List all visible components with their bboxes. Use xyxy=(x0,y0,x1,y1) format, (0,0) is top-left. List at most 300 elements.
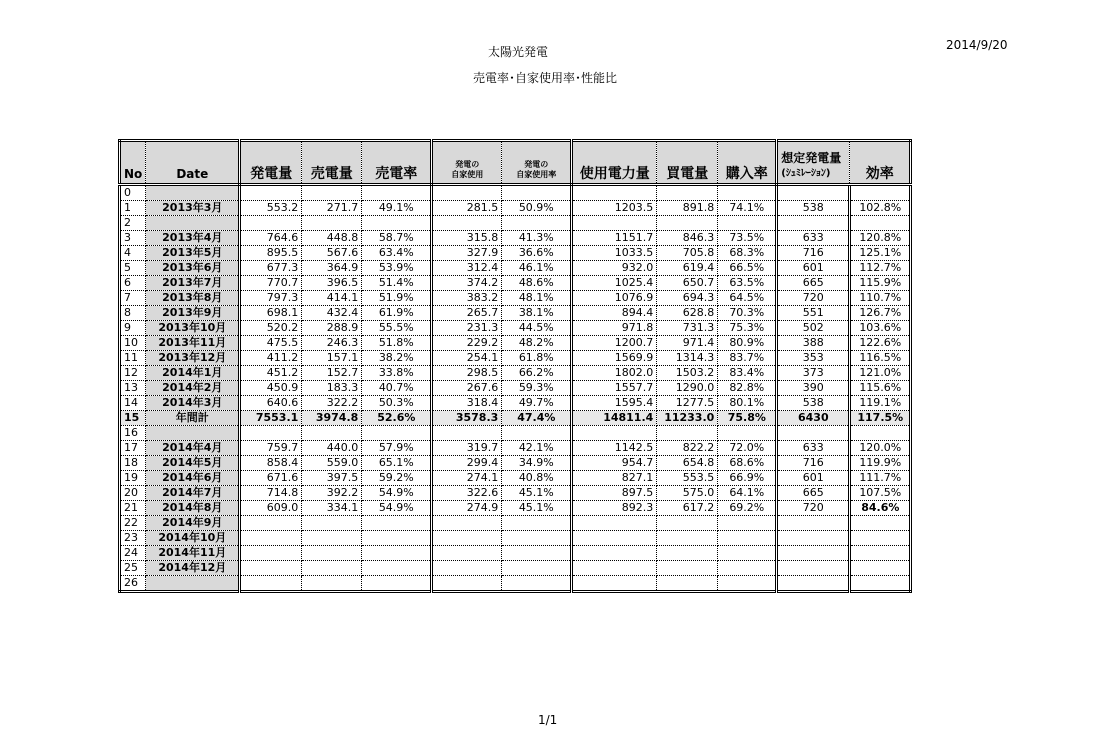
cell-cons xyxy=(572,516,657,531)
header-expected-line2: (ｼｭﾐﾚｰｼｮﾝ) xyxy=(781,168,831,179)
cell-bought: 575.0 xyxy=(657,486,718,501)
cell-sold xyxy=(302,576,362,592)
cell-sell-rate: 53.9% xyxy=(362,261,432,276)
cell-expected: 665 xyxy=(777,486,850,501)
cell-eff: 102.8% xyxy=(850,201,911,216)
cell-sell-rate: 58.7% xyxy=(362,231,432,246)
cell-expected: 353 xyxy=(777,351,850,366)
cell-cons: 1802.0 xyxy=(572,366,657,381)
cell-self-use: 315.8 xyxy=(432,231,502,246)
cell-buy-rate: 63.5% xyxy=(718,276,777,291)
cell-date: 2013年12月 xyxy=(146,351,240,366)
cell-buy-rate: 83.4% xyxy=(718,366,777,381)
cell-self-rate: 38.1% xyxy=(502,306,572,321)
cell-sold: 271.7 xyxy=(302,201,362,216)
cell-expected xyxy=(777,426,850,441)
header-date: Date xyxy=(146,141,240,185)
cell-self-use: 281.5 xyxy=(432,201,502,216)
cell-sold: 334.1 xyxy=(302,501,362,516)
cell-date xyxy=(146,185,240,201)
cell-self-use: 3578.3 xyxy=(432,411,502,426)
table-row xyxy=(120,441,911,456)
cell-self-use: 254.1 xyxy=(432,351,502,366)
cell-sold xyxy=(302,531,362,546)
table-row xyxy=(120,501,911,516)
cell-bought: 1503.2 xyxy=(657,366,718,381)
cell-gen: 770.7 xyxy=(240,276,302,291)
table-row xyxy=(120,366,911,381)
cell-self-rate: 36.6% xyxy=(502,246,572,261)
cell-self-use: 374.2 xyxy=(432,276,502,291)
cell-eff: 119.9% xyxy=(850,456,911,471)
cell-self-use: 274.9 xyxy=(432,501,502,516)
cell-no: 23 xyxy=(120,531,146,546)
cell-self-use: 327.9 xyxy=(432,246,502,261)
cell-no: 15 xyxy=(120,411,146,426)
table-row xyxy=(120,381,911,396)
cell-buy-rate: 80.1% xyxy=(718,396,777,411)
cell-no: 17 xyxy=(120,441,146,456)
cell-sell-rate: 51.4% xyxy=(362,276,432,291)
cell-sold: 157.1 xyxy=(302,351,362,366)
cell-buy-rate: 80.9% xyxy=(718,336,777,351)
cell-sold: 440.0 xyxy=(302,441,362,456)
cell-gen: 759.7 xyxy=(240,441,302,456)
cell-self-use: 267.6 xyxy=(432,381,502,396)
cell-date: 2013年3月 xyxy=(146,201,240,216)
cell-eff: 111.7% xyxy=(850,471,911,486)
table-row xyxy=(120,351,911,366)
cell-buy-rate xyxy=(718,216,777,231)
cell-expected: 601 xyxy=(777,471,850,486)
cell-self-use: 322.6 xyxy=(432,486,502,501)
table-row xyxy=(120,231,911,246)
cell-expected: 665 xyxy=(777,276,850,291)
cell-gen xyxy=(240,185,302,201)
cell-eff: 122.6% xyxy=(850,336,911,351)
cell-buy-rate: 68.3% xyxy=(718,246,777,261)
cell-sell-rate: 57.9% xyxy=(362,441,432,456)
cell-self-use xyxy=(432,216,502,231)
cell-sell-rate: 59.2% xyxy=(362,471,432,486)
cell-cons: 1203.5 xyxy=(572,201,657,216)
cell-sold: 567.6 xyxy=(302,246,362,261)
cell-self-rate: 47.4% xyxy=(502,411,572,426)
cell-self-rate: 61.8% xyxy=(502,351,572,366)
cell-sold xyxy=(302,546,362,561)
cell-sold xyxy=(302,426,362,441)
header-sell-rate: 売電率 xyxy=(362,141,432,185)
cell-buy-rate: 64.5% xyxy=(718,291,777,306)
cell-self-use: 312.4 xyxy=(432,261,502,276)
cell-eff xyxy=(850,216,911,231)
cell-self-rate: 34.9% xyxy=(502,456,572,471)
cell-self-rate xyxy=(502,426,572,441)
cell-eff: 110.7% xyxy=(850,291,911,306)
page-number: 1/1 xyxy=(538,713,558,727)
cell-date: 2014年12月 xyxy=(146,561,240,576)
cell-buy-rate: 73.5% xyxy=(718,231,777,246)
cell-sell-rate xyxy=(362,216,432,231)
cell-expected: 551 xyxy=(777,306,850,321)
cell-bought xyxy=(657,531,718,546)
cell-expected: 601 xyxy=(777,261,850,276)
cell-self-rate: 66.2% xyxy=(502,366,572,381)
cell-eff: 121.0% xyxy=(850,366,911,381)
cell-no: 22 xyxy=(120,516,146,531)
cell-cons: 892.3 xyxy=(572,501,657,516)
cell-sell-rate: 54.9% xyxy=(362,501,432,516)
cell-bought: 705.8 xyxy=(657,246,718,261)
cell-sell-rate: 33.8% xyxy=(362,366,432,381)
cell-cons: 971.8 xyxy=(572,321,657,336)
table-row xyxy=(120,576,911,592)
cell-date: 2014年6月 xyxy=(146,471,240,486)
cell-sell-rate xyxy=(362,426,432,441)
cell-cons xyxy=(572,426,657,441)
cell-bought xyxy=(657,516,718,531)
cell-date: 2013年11月 xyxy=(146,336,240,351)
cell-expected: 538 xyxy=(777,396,850,411)
cell-buy-rate: 74.1% xyxy=(718,201,777,216)
cell-gen xyxy=(240,546,302,561)
cell-eff xyxy=(850,576,911,592)
cell-self-use: 265.7 xyxy=(432,306,502,321)
cell-gen: 797.3 xyxy=(240,291,302,306)
cell-self-use: 229.2 xyxy=(432,336,502,351)
cell-bought xyxy=(657,546,718,561)
cell-self-rate: 44.5% xyxy=(502,321,572,336)
cell-gen: 677.3 xyxy=(240,261,302,276)
cell-date: 2014年7月 xyxy=(146,486,240,501)
cell-no: 2 xyxy=(120,216,146,231)
cell-self-rate: 42.1% xyxy=(502,441,572,456)
cell-expected: 6430 xyxy=(777,411,850,426)
cell-eff: 126.7% xyxy=(850,306,911,321)
table-row xyxy=(120,516,911,531)
cell-eff: 117.5% xyxy=(850,411,911,426)
table-row xyxy=(120,185,911,201)
cell-sell-rate: 49.1% xyxy=(362,201,432,216)
cell-eff xyxy=(850,546,911,561)
cell-bought xyxy=(657,561,718,576)
cell-bought: 553.5 xyxy=(657,471,718,486)
cell-bought: 1277.5 xyxy=(657,396,718,411)
cell-date: 2014年9月 xyxy=(146,516,240,531)
cell-cons: 827.1 xyxy=(572,471,657,486)
cell-date: 2014年1月 xyxy=(146,366,240,381)
header-self-use xyxy=(432,141,502,185)
cell-eff: 120.8% xyxy=(850,231,911,246)
cell-bought: 11233.0 xyxy=(657,411,718,426)
cell-self-use: 298.5 xyxy=(432,366,502,381)
cell-sold: 414.1 xyxy=(302,291,362,306)
cell-sell-rate xyxy=(362,185,432,201)
table-row xyxy=(120,546,911,561)
cell-gen xyxy=(240,531,302,546)
cell-no: 25 xyxy=(120,561,146,576)
cell-cons xyxy=(572,546,657,561)
cell-no: 24 xyxy=(120,546,146,561)
cell-sold: 559.0 xyxy=(302,456,362,471)
cell-cons xyxy=(572,531,657,546)
cell-expected: 502 xyxy=(777,321,850,336)
page-subtitle: 売電率･自家使用率･性能比 xyxy=(473,71,618,85)
cell-expected xyxy=(777,561,850,576)
cell-sell-rate: 52.6% xyxy=(362,411,432,426)
cell-gen: 858.4 xyxy=(240,456,302,471)
cell-cons: 1557.7 xyxy=(572,381,657,396)
cell-no: 4 xyxy=(120,246,146,261)
cell-date: 2013年5月 xyxy=(146,246,240,261)
table-row xyxy=(120,276,911,291)
cell-date xyxy=(146,216,240,231)
cell-cons xyxy=(572,576,657,592)
cell-self-use xyxy=(432,531,502,546)
cell-date xyxy=(146,426,240,441)
cell-sold: 396.5 xyxy=(302,276,362,291)
cell-sold xyxy=(302,185,362,201)
cell-gen xyxy=(240,216,302,231)
cell-gen: 640.6 xyxy=(240,396,302,411)
cell-date: 2014年11月 xyxy=(146,546,240,561)
cell-gen: 553.2 xyxy=(240,201,302,216)
cell-date: 2013年6月 xyxy=(146,261,240,276)
cell-buy-rate xyxy=(718,531,777,546)
cell-self-rate xyxy=(502,516,572,531)
cell-gen: 450.9 xyxy=(240,381,302,396)
cell-cons: 1595.4 xyxy=(572,396,657,411)
cell-self-rate: 48.1% xyxy=(502,291,572,306)
cell-expected xyxy=(777,576,850,592)
cell-eff: 112.7% xyxy=(850,261,911,276)
cell-gen xyxy=(240,516,302,531)
table-row xyxy=(120,291,911,306)
cell-self-use xyxy=(432,561,502,576)
cell-date: 2013年7月 xyxy=(146,276,240,291)
cell-gen: 698.1 xyxy=(240,306,302,321)
cell-buy-rate: 83.7% xyxy=(718,351,777,366)
cell-cons xyxy=(572,185,657,201)
cell-bought xyxy=(657,185,718,201)
header-expected xyxy=(777,141,850,185)
cell-date xyxy=(146,576,240,592)
cell-sell-rate: 55.5% xyxy=(362,321,432,336)
cell-no: 11 xyxy=(120,351,146,366)
cell-eff xyxy=(850,531,911,546)
table-row xyxy=(120,531,911,546)
cell-sell-rate: 50.3% xyxy=(362,396,432,411)
header-sold: 売電量 xyxy=(302,141,362,185)
cell-self-use xyxy=(432,516,502,531)
cell-buy-rate xyxy=(718,546,777,561)
cell-date: 2014年4月 xyxy=(146,441,240,456)
cell-self-use: 299.4 xyxy=(432,456,502,471)
cell-buy-rate xyxy=(718,516,777,531)
cell-bought xyxy=(657,216,718,231)
cell-self-rate xyxy=(502,576,572,592)
table-row xyxy=(120,246,911,261)
table-row xyxy=(120,261,911,276)
cell-bought: 654.8 xyxy=(657,456,718,471)
cell-expected: 720 xyxy=(777,501,850,516)
cell-sold: 392.2 xyxy=(302,486,362,501)
cell-self-rate xyxy=(502,216,572,231)
cell-eff: 116.5% xyxy=(850,351,911,366)
header-self-rate xyxy=(502,141,572,185)
cell-sold: 397.5 xyxy=(302,471,362,486)
cell-date: 2013年8月 xyxy=(146,291,240,306)
cell-cons xyxy=(572,561,657,576)
cell-eff: 84.6% xyxy=(850,501,911,516)
header-generation: 発電量 xyxy=(240,141,302,185)
cell-expected: 388 xyxy=(777,336,850,351)
cell-no: 26 xyxy=(120,576,146,592)
cell-expected: 633 xyxy=(777,231,850,246)
cell-expected: 538 xyxy=(777,201,850,216)
header-self-rate-line2: 自家使用率 xyxy=(516,170,557,179)
cell-buy-rate: 82.8% xyxy=(718,381,777,396)
cell-self-use: 319.7 xyxy=(432,441,502,456)
cell-no: 1 xyxy=(120,201,146,216)
cell-expected xyxy=(777,546,850,561)
cell-expected: 720 xyxy=(777,291,850,306)
cell-self-rate: 45.1% xyxy=(502,501,572,516)
cell-expected: 373 xyxy=(777,366,850,381)
cell-eff: 107.5% xyxy=(850,486,911,501)
header-row xyxy=(120,141,911,185)
cell-eff: 120.0% xyxy=(850,441,911,456)
cell-self-rate xyxy=(502,531,572,546)
cell-sell-rate: 61.9% xyxy=(362,306,432,321)
cell-gen: 475.5 xyxy=(240,336,302,351)
cell-no: 21 xyxy=(120,501,146,516)
table-row xyxy=(120,486,911,501)
cell-date: 2013年9月 xyxy=(146,306,240,321)
cell-cons: 14811.4 xyxy=(572,411,657,426)
cell-bought: 971.4 xyxy=(657,336,718,351)
cell-bought: 846.3 xyxy=(657,231,718,246)
cell-eff xyxy=(850,185,911,201)
cell-sold: 322.2 xyxy=(302,396,362,411)
cell-date: 2014年5月 xyxy=(146,456,240,471)
cell-date: 2013年10月 xyxy=(146,321,240,336)
cell-self-rate: 45.1% xyxy=(502,486,572,501)
cell-no: 18 xyxy=(120,456,146,471)
cell-sell-rate: 54.9% xyxy=(362,486,432,501)
cell-cons: 932.0 xyxy=(572,261,657,276)
cell-sell-rate: 65.1% xyxy=(362,456,432,471)
cell-cons: 1151.7 xyxy=(572,231,657,246)
cell-cons xyxy=(572,216,657,231)
cell-date: 2014年8月 xyxy=(146,501,240,516)
cell-date: 2014年3月 xyxy=(146,396,240,411)
table-row xyxy=(120,216,911,231)
cell-eff: 119.1% xyxy=(850,396,911,411)
cell-buy-rate xyxy=(718,576,777,592)
header-no: No xyxy=(120,141,146,185)
cell-bought: 1314.3 xyxy=(657,351,718,366)
cell-no: 0 xyxy=(120,185,146,201)
cell-self-rate xyxy=(502,185,572,201)
cell-sold: 183.3 xyxy=(302,381,362,396)
cell-sell-rate xyxy=(362,546,432,561)
cell-self-use xyxy=(432,185,502,201)
header-self-use-line2: 自家使用 xyxy=(451,170,484,179)
cell-expected xyxy=(777,216,850,231)
cell-gen: 520.2 xyxy=(240,321,302,336)
cell-self-rate: 59.3% xyxy=(502,381,572,396)
cell-no: 6 xyxy=(120,276,146,291)
cell-sold: 152.7 xyxy=(302,366,362,381)
table-row xyxy=(120,201,911,216)
table-row xyxy=(120,306,911,321)
cell-no: 20 xyxy=(120,486,146,501)
table-row xyxy=(120,456,911,471)
header-expected-line1: 想定発電量 xyxy=(781,151,842,165)
table-row xyxy=(120,426,911,441)
cell-self-rate xyxy=(502,546,572,561)
cell-no: 7 xyxy=(120,291,146,306)
cell-sell-rate: 51.9% xyxy=(362,291,432,306)
cell-self-rate: 48.2% xyxy=(502,336,572,351)
cell-expected: 716 xyxy=(777,246,850,261)
cell-sold: 3974.8 xyxy=(302,411,362,426)
cell-buy-rate: 66.9% xyxy=(718,471,777,486)
cell-eff: 125.1% xyxy=(850,246,911,261)
cell-buy-rate xyxy=(718,185,777,201)
cell-buy-rate xyxy=(718,426,777,441)
cell-no: 10 xyxy=(120,336,146,351)
cell-self-use: 274.1 xyxy=(432,471,502,486)
cell-bought: 619.4 xyxy=(657,261,718,276)
cell-no: 14 xyxy=(120,396,146,411)
cell-gen: 714.8 xyxy=(240,486,302,501)
cell-bought: 617.2 xyxy=(657,501,718,516)
cell-buy-rate: 66.5% xyxy=(718,261,777,276)
cell-buy-rate: 75.3% xyxy=(718,321,777,336)
cell-expected xyxy=(777,516,850,531)
header-efficiency: 効率 xyxy=(850,141,911,185)
cell-self-rate: 40.8% xyxy=(502,471,572,486)
cell-sold: 246.3 xyxy=(302,336,362,351)
cell-bought: 891.8 xyxy=(657,201,718,216)
cell-no: 16 xyxy=(120,426,146,441)
cell-sell-rate xyxy=(362,516,432,531)
cell-self-rate xyxy=(502,561,572,576)
cell-date: 2014年2月 xyxy=(146,381,240,396)
cell-eff xyxy=(850,426,911,441)
cell-buy-rate: 70.3% xyxy=(718,306,777,321)
cell-self-rate: 49.7% xyxy=(502,396,572,411)
cell-gen: 7553.1 xyxy=(240,411,302,426)
cell-no: 12 xyxy=(120,366,146,381)
cell-cons: 1569.9 xyxy=(572,351,657,366)
cell-no: 19 xyxy=(120,471,146,486)
cell-sold: 432.4 xyxy=(302,306,362,321)
header-self-use-line1: 発電の xyxy=(455,160,480,169)
cell-sold xyxy=(302,561,362,576)
cell-bought: 694.3 xyxy=(657,291,718,306)
cell-self-use: 231.3 xyxy=(432,321,502,336)
cell-sell-rate xyxy=(362,576,432,592)
cell-date: 年間計 xyxy=(146,411,240,426)
table-row xyxy=(120,321,911,336)
cell-bought: 650.7 xyxy=(657,276,718,291)
cell-eff: 115.6% xyxy=(850,381,911,396)
cell-gen xyxy=(240,561,302,576)
cell-eff xyxy=(850,561,911,576)
